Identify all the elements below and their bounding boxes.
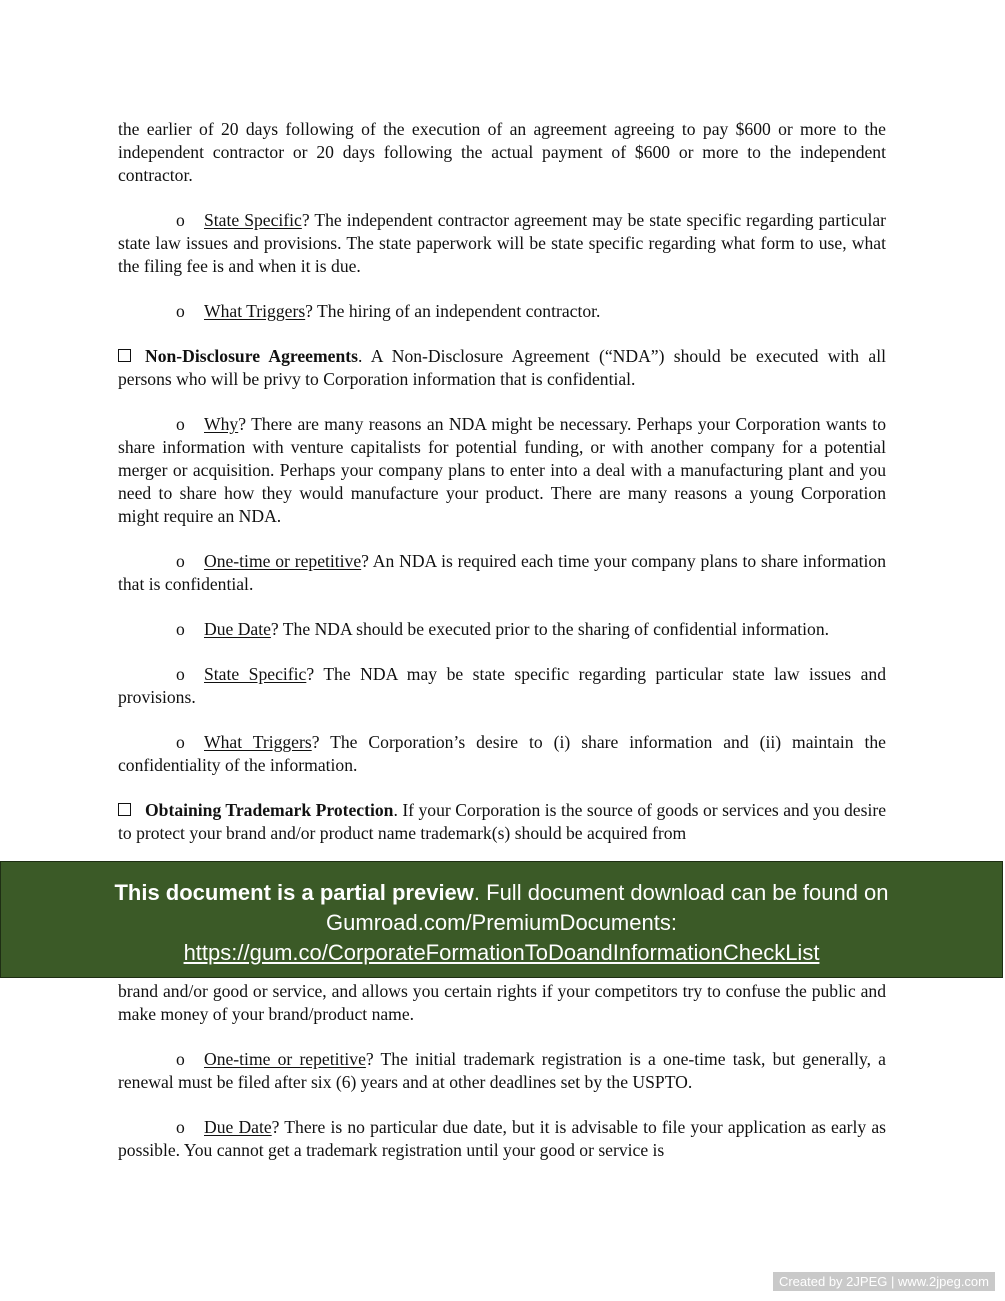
section-text: . If your Corporation is the source of goods or services and you desire to protect your brand and/or product name trademark(s) should be acquired from	[118, 800, 887, 843]
banner-rest-text: . Full document download can be found on	[473, 880, 889, 905]
item-text: ? The NDA should be executed prior to the sharing of confidential information.	[270, 619, 830, 639]
list-item-what-triggers-contractor	[118, 300, 886, 323]
item-label: What Triggers	[204, 301, 306, 321]
item-label: State Specific	[204, 664, 307, 684]
section-trademark	[118, 799, 886, 845]
list-item-state-specific-nda	[118, 663, 886, 709]
bullet-icon: o	[176, 664, 185, 684]
list-item-why	[118, 413, 886, 528]
item-text: ? The independent contractor agreement may be state specific regarding particular state law issues and provisions. The state paperwork will be state specific regarding what form to use, what the filing fee is and when it is due.	[118, 210, 886, 276]
item-text: ? The NDA may be state specific regarding particular state law issues and provisions.	[118, 664, 886, 707]
bullet-icon: o	[176, 551, 185, 571]
item-text: ? The initial trademark registration is a one-time task, but generally, a renewal must be filed after six (6) years and at other deadlines set by the USPTO.	[118, 1049, 886, 1092]
item-label: What Triggers	[204, 732, 312, 752]
item-label: State Specific	[204, 210, 302, 230]
item-label: One-time or repetitive	[204, 1049, 366, 1069]
list-item-state-specific-contractor	[118, 209, 886, 278]
bullet-icon: o	[176, 732, 185, 752]
item-label: Due Date	[204, 1117, 272, 1137]
list-item-one-time-trademark	[118, 1048, 886, 1094]
banner-line-2: Gumroad.com/PremiumDocuments:	[326, 910, 677, 935]
banner-bold-text: This document is a partial preview	[114, 880, 474, 905]
banner-line-1	[1, 878, 1002, 908]
section-title: Obtaining Trademark Protection	[145, 800, 394, 820]
item-text: ? The hiring of an independent contractor.	[305, 301, 601, 321]
bullet-icon: o	[176, 210, 185, 230]
item-text: ? There is no particular due date, but it is advisable to file your application as early as possible. You cannot get a trademark registration until your good or service is	[118, 1117, 886, 1160]
checkbox-icon	[118, 349, 131, 362]
list-item-due-date-trademark	[118, 1116, 886, 1162]
banner-line-3	[1, 938, 1002, 968]
item-label: Why	[204, 414, 239, 434]
paragraph-trademark-rights: brand and/or good or service, and allows you certain rights if your competitors try to confuse the public and make money of your brand/product name.	[118, 981, 886, 1024]
item-text: ? There are many reasons an NDA might be necessary. Perhaps your Corporation wants to share information with venture capitalists for potential funding, or with another company for a potential merger or acquisition. Perhaps your company plans to enter into a deal with a manufacturing plant and you need to share how they would manufacture your product. There are many reasons a young Corporation might require an NDA.	[118, 414, 886, 526]
preview-banner	[0, 861, 1003, 978]
document-page-continued	[118, 980, 886, 1162]
item-text: ? An NDA is required each time your company plans to share information that is confidential.	[118, 551, 886, 594]
item-text: ? The Corporation’s desire to (i) share information and (ii) maintain the confidentiality of the information.	[118, 732, 886, 775]
bullet-icon: o	[176, 1117, 185, 1137]
watermark-badge: Created by 2JPEG | www.2jpeg.com	[773, 1272, 995, 1291]
bullet-icon: o	[176, 301, 185, 321]
bullet-icon: o	[176, 414, 185, 434]
section-title: Non-Disclosure Agreements	[145, 346, 358, 366]
checkbox-icon	[118, 803, 131, 816]
list-item-one-time-nda	[118, 550, 886, 596]
bullet-icon: o	[176, 1049, 185, 1069]
list-item-due-date-nda	[118, 618, 886, 641]
list-item-what-triggers-nda	[118, 731, 886, 777]
bullet-icon: o	[176, 619, 185, 639]
item-label: One-time or repetitive	[204, 551, 362, 571]
document-page	[118, 118, 886, 845]
section-text: . A Non-Disclosure Agreement (“NDA”) should be executed with all persons who will be privy to Corporation information that is confidential.	[118, 346, 886, 389]
section-nda	[118, 345, 886, 391]
download-link[interactable]: https://gum.co/CorporateFormationToDoandInformationCheckList	[183, 940, 820, 965]
item-label: Due Date	[204, 619, 271, 639]
paragraph-intro: the earlier of 20 days following of the execution of an agreement agreeing to pay $600 or more to the independent contractor or 20 days following the actual payment of $600 or more to the independent contractor.	[118, 119, 886, 185]
